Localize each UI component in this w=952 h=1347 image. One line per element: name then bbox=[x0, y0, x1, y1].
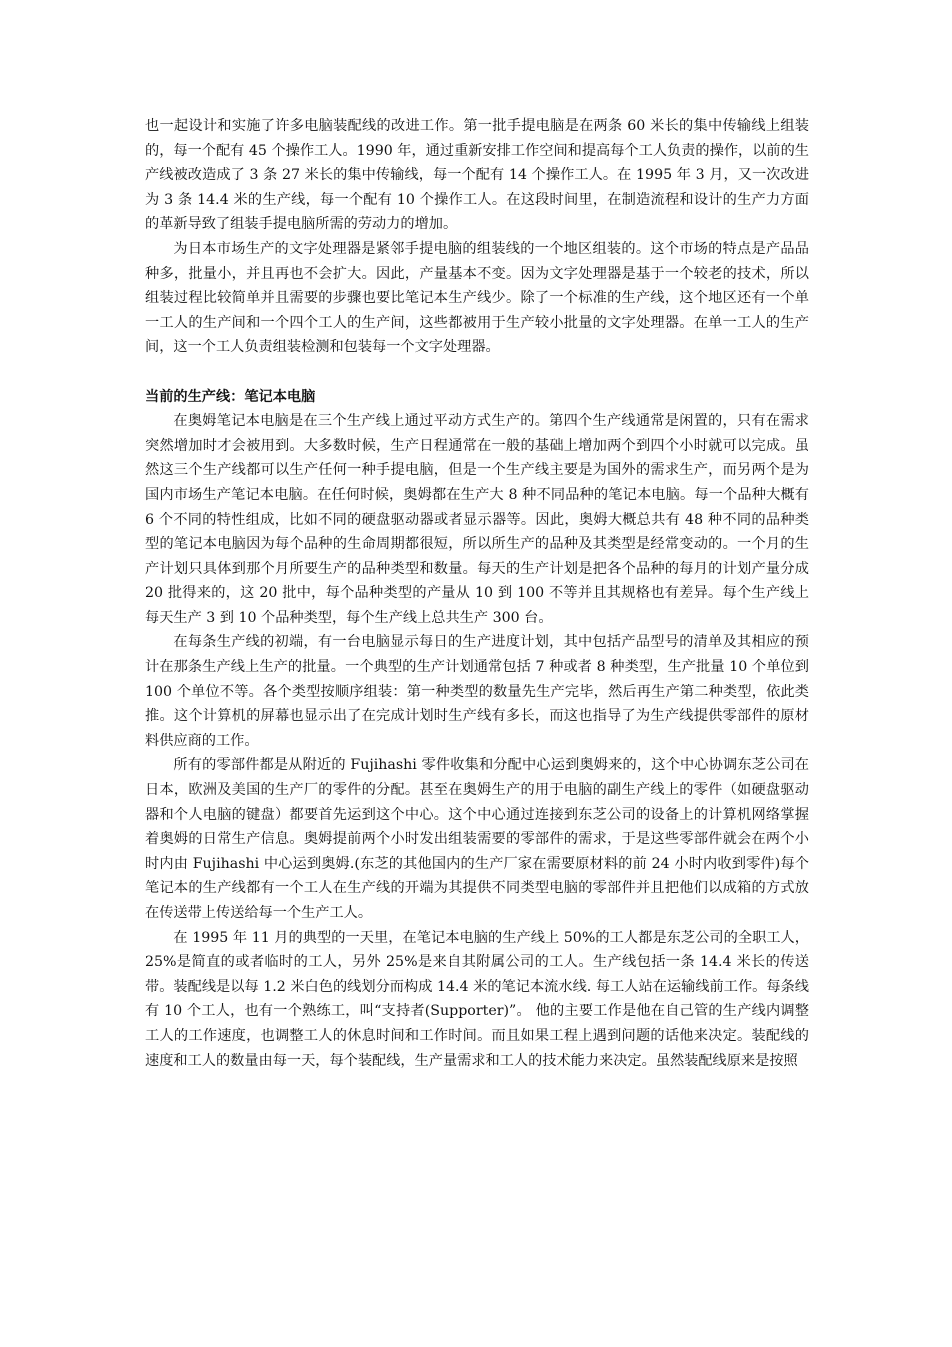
paragraph-production-schedule: 在每条生产线的初端，有一台电脑显示每日的生产进度计划，其中包括产品型号的清单及其相应的预计在那条生产线上生产的批量。一个典型的生产计划通常包括 7 种或者 8 种类型，生产批量 10 个单位到 100 个单位不等。各个类型按顺序组装：第一种类型的数量先生产完毕，然后再生产第二种类型，依此类推。这个计算机的屏幕也显示出了在完成计划时生产线有多长，而这也指导了为生产线提供零部件的原材料供应商的工作。 bbox=[145, 634, 809, 749]
paragraph-gap bbox=[145, 360, 809, 385]
paragraph-word-processor: 为日本市场生产的文字处理器是紧邻手提电脑的组装线的一个地区组装的。这个市场的特点是产品品种多，批量小，并且再也不会扩大。因此，产量基本不变。因为文字处理器是基于一个较老的技术，所以组装过程比较简单并且需要的步骤也要比笔记本生产线少。除了一个标准的生产线，这个地区还有一个单一工人的生产间和一个四个工人的生产间，这些都被用于生产较小批量的文字处理器。在单一工人的生产间，这一个工人负责组装检测和包装每一个文字处理器。 bbox=[145, 240, 809, 356]
document-page bbox=[145, 114, 809, 1073]
paragraph-assembly-line-history: 也一起设计和实施了许多电脑装配线的改进工作。第一批手提电脑是在两条 60 米长的集中传输线上组装的，每一个配有 45 个操作工人。1990 年，通过重新安排工作空间和提高每个工人负责的操作，以前的生产线被改造成了 3 条 27 米长的集中传输线，每一个配有 14 个操作工人。在 1995 年 3 月，又一次改进为 3 条 14.4 米的生产线，每一个配有 10 个操作工人。在这段时间里，在制造流程和设计的生产力方面的革新导致了组装手提电脑所需的劳动力的增加。 bbox=[145, 118, 809, 233]
section-heading: 当前的生产线：笔记本电脑 bbox=[145, 388, 316, 405]
paragraph-parts-supply: 所有的零部件都是从附近的 Fujihashi 零件收集和分配中心运到奥姆来的，这个中心协调东芝公司在日本，欧洲及美国的生产厂的零件的分配。甚至在奥姆生产的用于电脑的副生产线上的零件（如硬盘驱动器和个人电脑的键盘）都要首先运到这个中心。这个中心通过连接到东芝公司的设备上的计算机网络掌握着奥姆的日常生产信息。奥姆提前两个小时发出组装需要的零部件的需求，于是这些零部件就会在两个小时内由 Fujihashi 中心运到奥姆.(东芝的其他国内的生产厂家在需要原材料的前 24 小时内收到零件)每个笔记本的生产线都有一个工人在生产线的开端为其提供不同类型电脑的零部件并且把他们以成箱的方式放在传送带上传送给每一个生产工人。 bbox=[145, 757, 809, 921]
paragraph-workforce: 在 1995 年 11 月的典型的一天里，在笔记本电脑的生产线上 50%的工人都是东芝公司的全职工人，25%是简直的或者临时的工人，另外 25%是来自其附属公司的工人。生产线包括一条 14.4 米长的传送带。装配线是以每 1.2 米白色的线划分而构成 14.4 米的笔记本流水线. 每工人站在运输线前工作。每条线有 10 个工人，也有一个熟练工，叫“支持者(Supporter)”。 他的主要工作是他在自己管的生产线内调整工人的工作速度，也调整工人的休息时间和工作时间。而且如果工程上遇到问题的话他来决定。装配线的速度和工人的数量由每一天，每个装配线，生产量需求和工人的技术能力来决定。虽然装配线原来是按照 bbox=[145, 929, 809, 1069]
paragraph-notebook-lines: 在奥姆笔记本电脑是在三个生产线上通过平动方式生产的。第四个生产线通常是闲置的，只有在需求突然增加时才会被用到。大多数时候，生产日程通常在一般的基础上增加两个到四个小时就可以完成。虽然这三个生产线都可以生产任何一种手提电脑，但是一个生产线主要是为国外的需求生产，而另两个是为国内市场生产笔记本电脑。在任何时候，奥姆都在生产大 8 种不同品种的笔记本电脑。每一个品种大概有 6 个不同的特性组成，比如不同的硬盘驱动器或者显示器等。因此，奥姆大概总共有 48 种不同的品种类型的笔记本电脑因为每个品种的生命周期都很短，所以所生产的品种及其类型是经常变动的。一个月的生产计划只具体到那个月所要生产的品种类型和数量。每天的生产计划是把各个品种的每月的计划产量分成 20 批得来的，这 20 批中，每个品种类型的产量从 10 到 100 不等并且其规格也有差异。每个生产线上每天生产 3 到 10 个品种类型，每个生产线上总共生产 300 台。 bbox=[145, 413, 809, 626]
